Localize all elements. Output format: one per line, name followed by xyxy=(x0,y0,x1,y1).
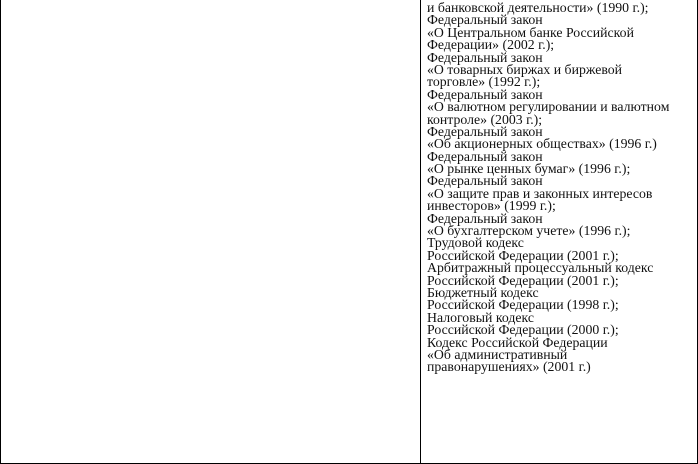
text-line: инвесторов» (1999 г.); xyxy=(427,198,556,214)
text-line: Налоговый кодекс xyxy=(427,309,534,325)
text-line: Российской Федерации (2000 г.); xyxy=(427,322,619,338)
table-cell-right xyxy=(422,0,696,463)
text-line: Российской Федерации (1998 г.); xyxy=(427,297,619,313)
text-line: Кодекс Российской Федерации xyxy=(427,334,608,350)
text-line: Трудовой кодекс xyxy=(427,235,524,251)
text-line: Федеральный закон xyxy=(427,210,543,226)
text-line: Бюджетный кодекс xyxy=(427,284,539,300)
table-cell-left xyxy=(1,0,421,463)
text-line: Федеральный закон xyxy=(427,86,543,102)
text-line: Арбитражный процессуальный кодекс xyxy=(427,260,654,276)
text-line: «О защите прав и законных интересов xyxy=(427,185,653,201)
text-line: «О рынке ценных бумаг» (1996 г.); xyxy=(427,161,631,177)
text-line: Российской Федерации (2001 г.); xyxy=(427,247,619,263)
text-line: «О Центральном банке Российской xyxy=(427,24,634,40)
text-block xyxy=(427,0,696,375)
text-line: «О валютном регулировании и валютном xyxy=(427,99,670,115)
text-line: «О бухгалтерском учете» (1996 г.); xyxy=(427,223,631,239)
text-line: Федеральный закон xyxy=(427,148,543,164)
text-line: «Об административный xyxy=(427,346,568,362)
text-line: Федеральный закон xyxy=(427,173,543,189)
text-line: правонарушениях» (2001 г.) xyxy=(427,359,591,375)
text-line: «О товарных биржах и биржевой xyxy=(427,61,623,77)
text-line: торговле» (1992 г.); xyxy=(427,74,541,90)
text-line: и банковской деятельности» (1990 г.); xyxy=(427,0,649,15)
text-line: Федеральный закон xyxy=(427,123,543,139)
text-line: Федеральный закон xyxy=(427,49,543,65)
text-line: Федерации» (2002 г.); xyxy=(427,37,555,53)
text-line: «Об акционерных обществах» (1996 г.) xyxy=(427,136,657,152)
text-line: контроле» (2003 г.); xyxy=(427,111,543,127)
text-line: Российской Федерации (2001 г.); xyxy=(427,272,619,288)
text-line: Федеральный закон xyxy=(427,12,543,28)
